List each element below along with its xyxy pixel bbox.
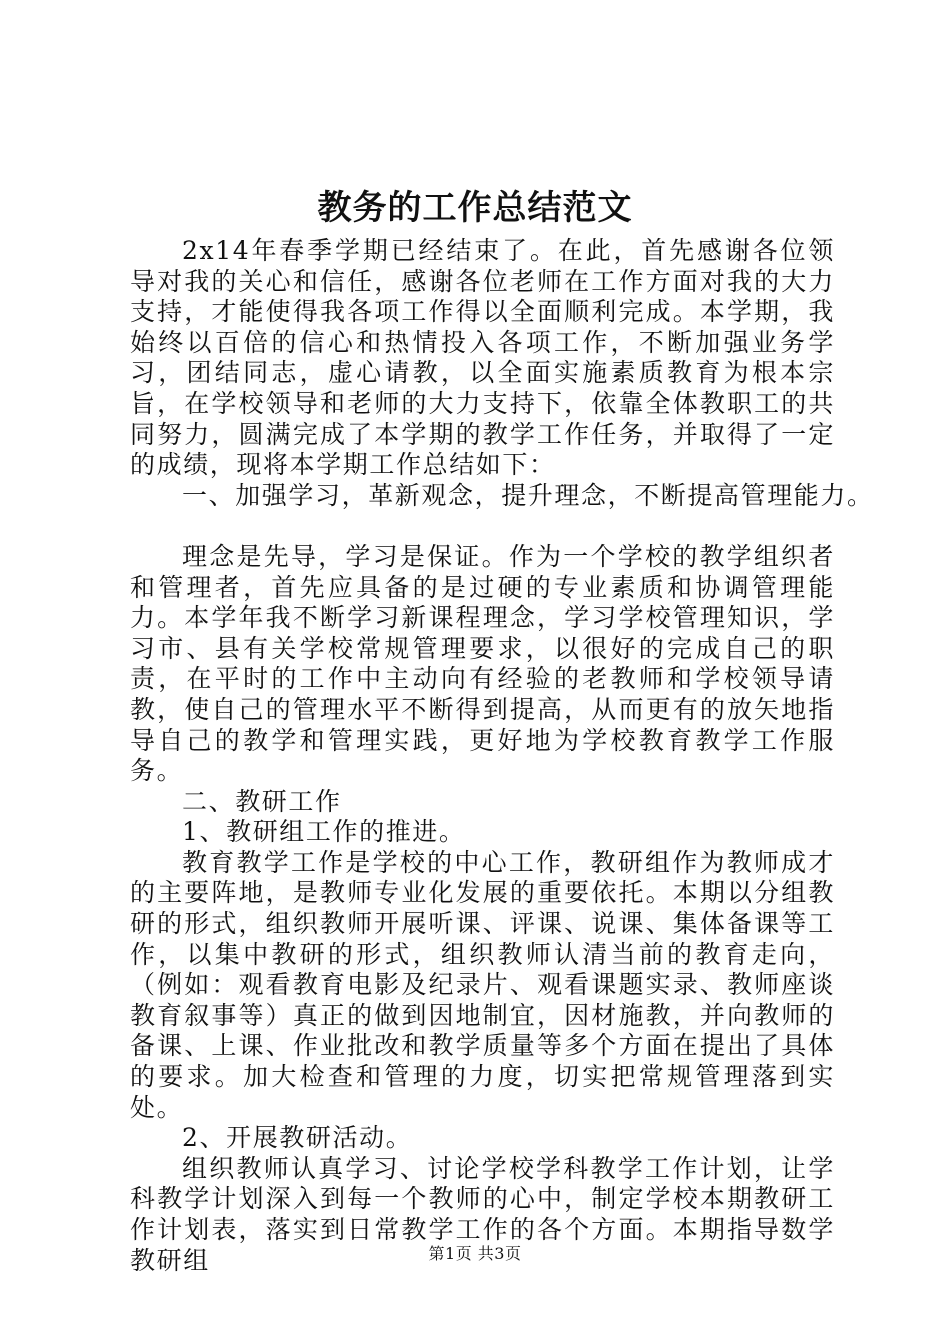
paragraph-study: 理念是先导，学习是保证。作为一个学校的教学组织者和管理者，首先应具备的是过硬的专业素质和协调管理能力。本学年我不断学习新课程理念，学习学校管理知识，学习市、县有关学校常规管理要求，以很好的完成自己的职责，在平时的工作中主动向有经验的老教师和学校领导请教，使自己的管理水平不断得到提高，从而更有的放矢地指导自己的教学和管理实践，更好地为学校教育教学工作服务。 xyxy=(130,541,835,786)
paragraph-intro: 2x14年春季学期已经结束了。在此，首先感谢各位领导对我的关心和信任，感谢各位老师在工作方面对我的大力支持，才能使得我各项工作得以全面顺利完成。本学期，我始终以百倍的信心和热情投入各项工作，不断加强业务学习，团结同志，虚心请教，以全面实施素质教育为根本宗旨，在学校领导和老师的大力支持下，依靠全体教职工的共同努力，圆满完成了本学期的教学工作任务，并取得了一定的成绩，现将本学期工作总结如下： xyxy=(130,236,835,480)
document-body xyxy=(130,236,874,1276)
subsection-heading-2: 2、开展教研活动。 xyxy=(182,1123,413,1153)
section-heading-2: 二、教研工作 xyxy=(182,786,342,816)
section-heading-1: 一、加强学习，革新观念，提升理念，不断提高管理能力。 xyxy=(182,480,874,510)
page-number: 第1页 共3页 xyxy=(428,1244,522,1263)
paragraph-research-activities: 组织教师认真学习、讨论学校学科教学工作计划，让学科教学计划深入到每一个教师的心中，制定学校本期教研工作计划表，落实到日常教学工作的各个方面。本期指导数学教研组 xyxy=(130,1153,835,1275)
subsection-heading-1: 1、教研组工作的推进。 xyxy=(182,817,466,847)
document-title: 教务的工作总结范文 xyxy=(317,188,633,228)
paragraph-research-group: 教育教学工作是学校的中心工作，教研组作为教师成才的主要阵地，是教师专业化发展的重要依托。本期以分组教研的形式，组织教师开展听课、评课、说课、集体备课等工作，以集中教研的形式，组织教师认清当前的教育走向，（例如：观看教育电影及纪录片、观看课题实录、教师座谈教育叙事等）真正的做到因地制宜，因材施教，并向教师的备课、上课、作业批改和教学质量等多个方面在提出了具体的要求。加大检查和管理的力度，切实把常规管理落到实处。 xyxy=(130,847,835,1122)
